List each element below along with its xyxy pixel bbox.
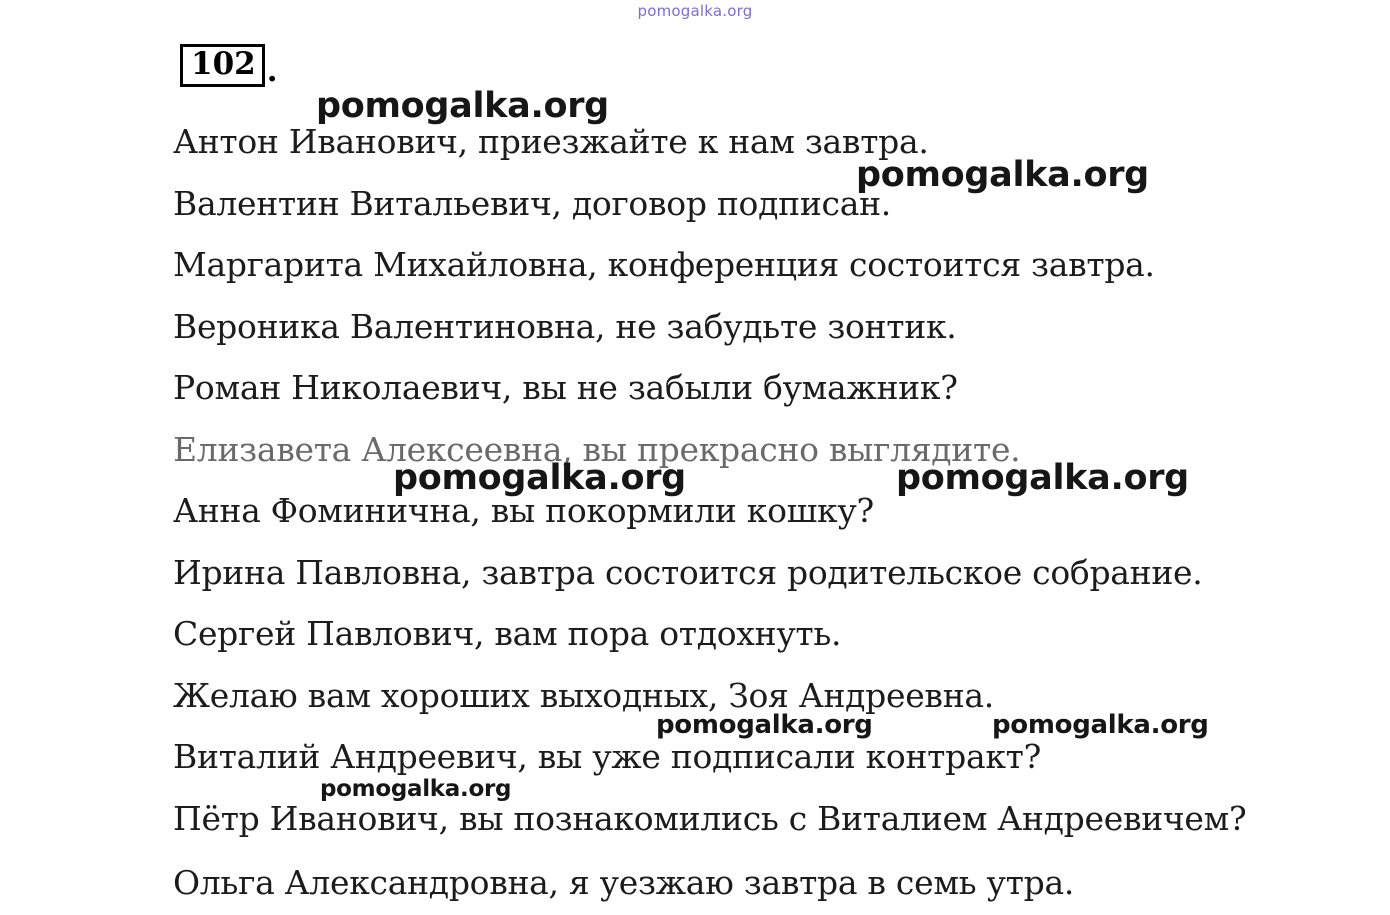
exercise-number-dot: .: [266, 53, 278, 89]
exercise-number-box: 102: [180, 44, 265, 87]
watermark-text: pomogalka.org: [320, 776, 512, 802]
watermark-text: pomogalka.org: [316, 86, 609, 126]
watermark-text: pomogalka.org: [393, 458, 686, 498]
sentence-line: Роман Николаевич, вы не забыли бумажник?: [173, 368, 958, 407]
sentence-line: Анна Фоминична, вы покормили кошку?: [173, 491, 874, 530]
sentence-line: Желаю вам хороших выходных, Зоя Андреевна.: [173, 676, 994, 715]
watermark-text: pomogalka.org: [896, 458, 1189, 498]
exercise-number: [180, 44, 278, 87]
sentence-line: Ольга Александровна, я уезжаю завтра в семь утра.: [173, 863, 1075, 902]
sentence-line: Валентин Витальевич, договор подписан.: [173, 184, 891, 223]
watermark-text: pomogalka.org: [856, 155, 1149, 195]
watermark-text: pomogalka.org: [656, 710, 873, 740]
sentence-line: Вероника Валентиновна, не забудьте зонтик.: [173, 307, 957, 346]
sentence-line: Елизавета Алексеевна, вы прекрасно выглядите.: [173, 430, 1021, 469]
sentence-line: Виталий Андреевич, вы уже подписали контракт?: [173, 737, 1041, 776]
watermark-text: pomogalka.org: [992, 710, 1209, 740]
sentence-line: Сергей Павлович, вам пора отдохнуть.: [173, 614, 842, 653]
sentence-line: Маргарита Михайловна, конференция состоится завтра.: [173, 245, 1155, 284]
sentence-line: Пётр Иванович, вы познакомились с Виталием Андреевичем?: [173, 799, 1247, 838]
sentence-line: Ирина Павловна, завтра состоится родительское собрание.: [173, 553, 1203, 592]
sentence-line: Антон Иванович, приезжайте к нам завтра.: [173, 122, 929, 161]
site-watermark-top: pomogalka.org: [637, 2, 753, 20]
